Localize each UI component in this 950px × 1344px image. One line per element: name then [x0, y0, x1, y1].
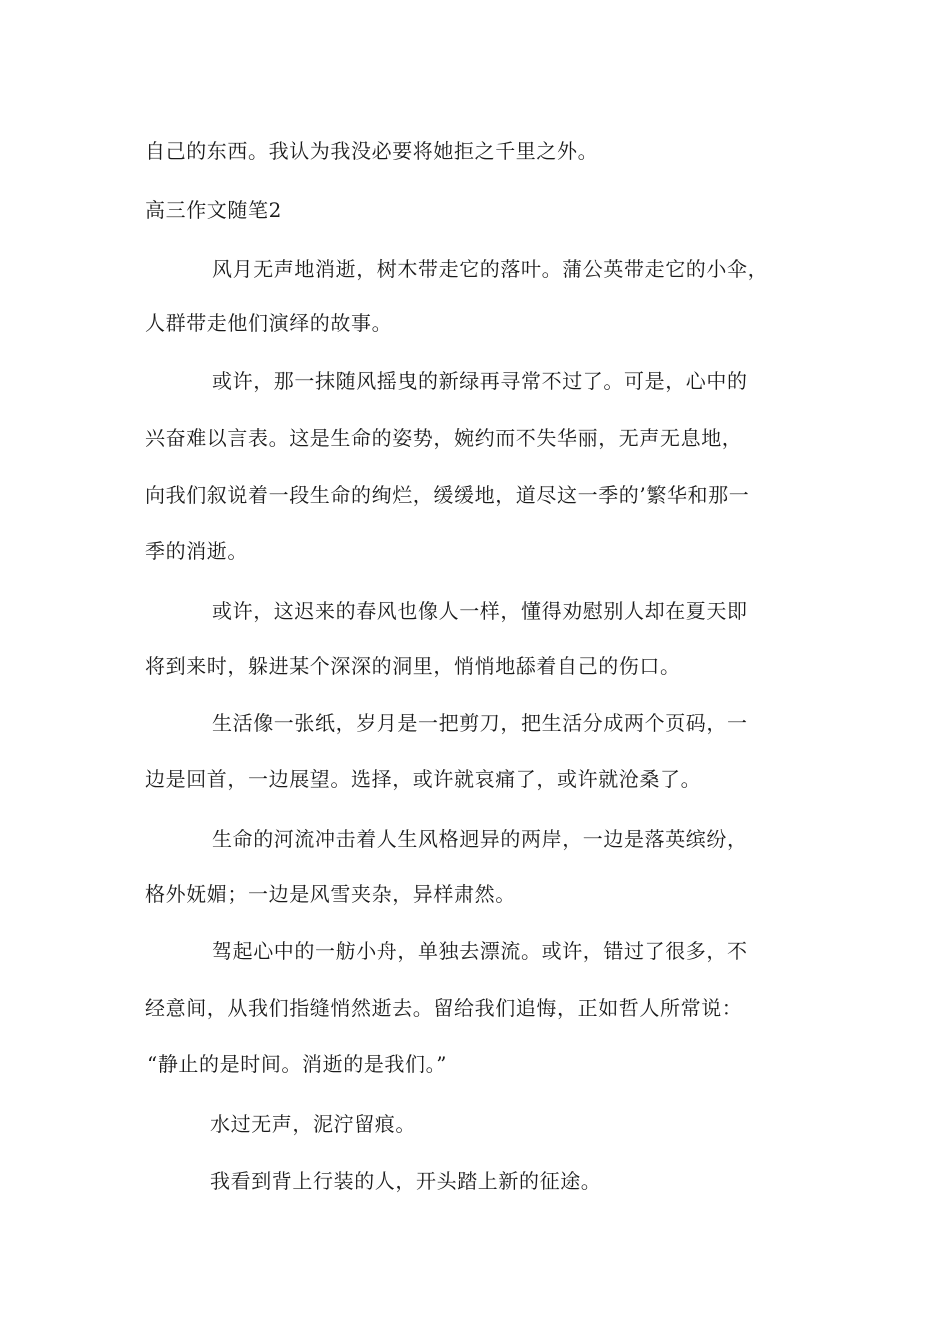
paragraph-line: 格外妩媚；一边是风雪夹杂，异样肃然。 — [145, 882, 516, 906]
paragraph-line: 兴奋难以言表。这是生命的姿势，婉约而不失华丽，无声无息地， — [145, 426, 743, 450]
paragraph-line: 或许，这迟来的春风也像人一样，懂得劝慰别人却在夏天即 — [212, 599, 748, 623]
paragraph-line: 我看到背上行装的人，开头踏上新的征途。 — [210, 1169, 602, 1193]
paragraph-line: 水过无声，泥泞留痕。 — [210, 1112, 416, 1136]
paragraph-line: 生活像一张纸，岁月是一把剪刀，把生活分成两个页码，一 — [212, 711, 748, 735]
paragraph-line: 驾起心中的一舫小舟，单独去漂流。或许，错过了很多，不 — [212, 939, 748, 963]
paragraph-line: 向我们叙说着一段生命的绚烂，缓缓地，道尽这一季的’繁华和那一 — [145, 483, 750, 507]
paragraph-line: 经意间，从我们指缝悄然逝去。留给我们追悔，正如哲人所常说： — [145, 996, 743, 1020]
paragraph-line: 将到来时，躲进某个深深的洞里，悄悄地舔着自己的伤口。 — [145, 654, 681, 678]
quote-line: “静止的是时间。消逝的是我们。” — [147, 1052, 448, 1076]
text-line-continuation: 自己的东西。我认为我没必要将她拒之千里之外。 — [145, 139, 599, 163]
paragraph-line: 或许，那一抹随风摇曳的新绿再寻常不过了。可是，心中的 — [212, 369, 748, 393]
paragraph-line: 风月无声地消逝，树木带走它的落叶。蒲公英带走它的小伞， — [212, 257, 769, 281]
paragraph-line: 边是回首，一边展望。选择，或许就哀痛了，或许就沧桑了。 — [145, 767, 702, 791]
paragraph-line: 生命的河流冲击着人生风格迥异的两岸，一边是落英缤纷， — [212, 827, 748, 851]
paragraph-line: 季的消逝。 — [145, 539, 248, 563]
essay-title: 高三作文随笔2 — [145, 198, 282, 222]
paragraph-line: 人群带走他们演绎的故事。 — [145, 311, 393, 335]
